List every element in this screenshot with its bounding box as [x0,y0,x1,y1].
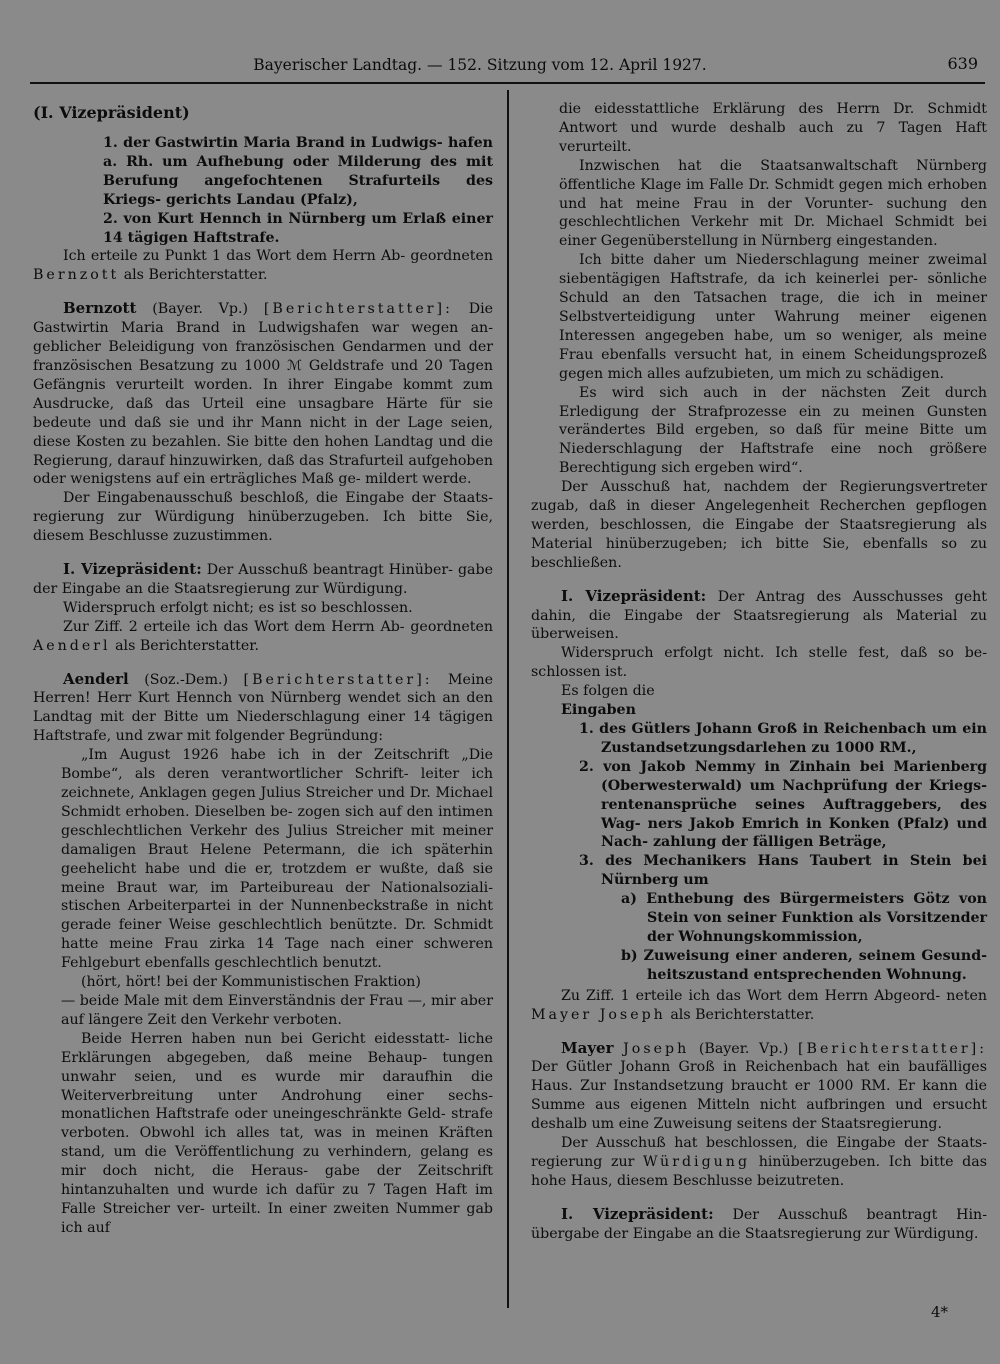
petition-3a: a) Enthebung des Bürgermeisters Götz von Stein von seiner Funktion als Vorsitzender der Wohnungskommission, [621,891,987,945]
vp-statement-1 [33,560,493,599]
petition-1: 1. des Gütlers Johann Groß in Reichenbach um ein Zustandsetzungsdarlehen zu 1000 RM., [579,721,987,756]
speaker-name: I. Vizepräsident: [561,586,707,605]
assign-end: als Berichterstatter. [115,637,259,654]
speaker-name: Aenderl [63,669,129,688]
quote-paragraph-5: Inzwischen hat die Staatsanwaltschaft Nürnberg öffentliche Klage im Falle Dr. Schmidt gegen mich erhoben und hat meine Frau in der Vorunter- suchung den geschlechtlichen Verkehr mit Dr. Michael Schmidt bei einer Gegenüberstellung in Nürnberg eingestanden. [559,157,987,250]
vp-statement-1c [33,618,493,656]
petition-3: 3. des Mechanikers Hans Taubert in Stein bei Nürnberg um [579,853,987,889]
interjection: (hört, hört! bei der Kommunistischen Fraktion) [81,974,421,991]
signature-mark: 4* [930,1303,948,1321]
assign-text: Zur Ziff. 2 erteile ich das Wort dem Herrn Ab- geordneten [63,618,493,635]
speaker-first-name: Joseph [623,1040,690,1057]
emphasis-word: Würdigung [643,1153,751,1170]
running-title: Bayerischer Landtag. — 152. Sitzung vom 12. April 1927. [253,56,707,74]
eingaben-heading: Eingaben [561,702,636,719]
reporter-name: Bernzott [33,267,120,284]
speech-mayer [531,1039,987,1135]
speech-text: Meine Herren! Herr Kurt Hennch von Nürnberg wendet sich an den Landtag mit der Bitte um Niederschlagung einer 14 tägigen Haftstrafe, und zwar mit folgender Begründung: [33,671,494,745]
page-number: 639 [947,54,978,73]
column-rule [507,90,509,1308]
speaker-name: Mayer [561,1038,614,1057]
quote-paragraph-1: „Im August 1926 habe ich in der Zeitschrift „Die Bombe“, als deren verantwortlicher Schrift- leiter ich zeichnete, Anklagen gegen Julius Streicher und Dr. Michael Schmidt erhoben. Dieselben be- zogen sich auf den intimen geschlechtlichen Verkehr des Julius Streicher mit meiner damaligen Braut Helene Petermann, die ich späterhin geehelicht habe und die er, trotzdem er wußte, daß sie meine Braut war, im Parteibureau der Nationalsoziali- stischen Arbeiterpartei in der Nunnenbeckstraße in nicht gerade feiner Weise geschlechtlich benützte. Dr. Schmidt hatte meine Frau zirka 14 Tage nach einer schweren Fehlgeburt ebenfalls geschlechtlich benutzt. [61,747,493,972]
speech-aenderl [33,670,493,747]
section-heading: (I. Vizepräsident) [33,103,190,122]
reporter-name: Mayer Joseph [531,1006,666,1023]
speaker-name: I. Vizepräsident: [561,1204,714,1223]
header-rule [30,82,985,84]
vp-statement-1b: Widerspruch erfolgt nicht; es ist so beschlossen. [63,599,413,616]
vp-statement-3 [531,1205,987,1244]
speech-text: Der Gütler Johann Groß in Reichenbach hat ein baufälliges Haus. Zur Instandsetzung braucht er 1000 RM. Er kann die Summe aus eigenen Mitteln nicht aufbringen und ersucht deshalb um eine Zuweisung seitens der Staatsregierung. [531,1059,987,1133]
quote-paragraph-6: Ich bitte daher um Niederschlagung meiner zweimal siebentägigen Haftstrafe, da ich keinerlei per- sönliche Schuld an den Tatsachen trage, die ich in meiner Selbstverteidigung unter Wahrung meiner eigenen Interessen angegeben habe, um so weniger, als meine Frau ebenfalls versucht hat, in einem Scheidungsprozeß gegen mich alles aufzubieten, um mich zu schädigen. [559,252,987,382]
reporter-name: Aenderl [33,637,111,654]
speaker-role: [Berichterstatter]: [798,1040,987,1057]
petition-2: 2. von Jakob Nemmy in Zinhain bei Marienberg (Oberwesterwald) um Nachprüfung der Kriegs- rentenansprüche seines Auftraggebers, des Wag- ners Jakob Emrich in Konken (Pfalz) und Nach- zahlung der fälligen Beträge, [579,758,987,851]
quote-paragraph-7: Es wird sich auch in der nächsten Zeit durch Erledigung der Strafprozesse ein zu meinen Gunsten verändertes Bild ergeben, so daß für meine Bitte um Niederschlagung der Haftstrafe eine noch größere Berechtigung sich ergeben wird“. [559,384,987,477]
speaker-role: [Berichterstatter]: [243,671,433,688]
motion-2: 2. von Kurt Hennch in Nürnberg um Erlaß einer 14 tägigen Haftstrafe. [103,210,493,246]
speech-bernzott [33,299,493,489]
statement-text: Der Ausschuß beantragt Hinüber- gabe der Eingabe an die Staatsregierung zur Würdigung. [33,562,493,597]
paragraph-assign-1 [33,247,493,285]
speech-bernzott-2: Der Eingabenausschuß beschloß, die Eingabe der Staats- regierung zur Würdigung hinüberzugeben. Ich bitte Sie, diesem Beschlusse zuzustimmen. [33,490,493,545]
speaker-role: [Berichterstatter]: [263,301,453,318]
right-column [531,102,987,1244]
speaker-name: I. Vizepräsident: [63,560,202,579]
statement-text: Der Ausschuß beantragt Hin- übergabe der Eingabe an die Staatsregierung zur Würdigung. [531,1206,987,1242]
vp-statement-2c: Es folgen die [561,683,655,700]
speech-text: Der Ausschuß hat beschlossen, die Eingabe der Staats- regierung zur [531,1135,987,1170]
motion-1: 1. der Gastwirtin Maria Brand in Ludwigs- hafen a. Rh. um Aufhebung oder Milderung des mit Berufung angefochtenen Strafurteils des Kriegs- gerichts Landau (Pfalz), [103,135,493,208]
statement-text: Der Antrag des Ausschusses geht dahin, die Eingabe der Staatsregierung als Material zu überweisen. [531,588,987,643]
speech-mayer-2 [531,1134,987,1191]
speaker-name: Bernzott [63,299,137,318]
speech-text: Die Gastwirtin Maria Brand in Ludwigshafen war wegen an- geblicher Beleidigung von französischen Gendarmen und der französischen Besatzung zu 1000 ℳ Geldstrafe und 20 Tagen Gefängnis verurteilt worden. In ihrer Eingabe kommt zum Ausdrucke, daß das Urteil eine unsagbare Härte für sie bedeute und daß sie und ihr Mann nicht in der Lage seien, diese Kosten zu bezahlen. Sie bitte den hohen Landtag und die Regierung, darauf hinzuwirken, daß das Strafurteil aufgehoben oder wenigstens auf ein erträgliches Maß ge- mildert werde. [33,301,494,488]
quote-paragraph-3: Beide Herren haben nun bei Gericht eidesstatt- liche Erklärungen abgegeben, daß meine Behaup- tungen unwahr seien, und es wurde mir daraufhin die Weiterverbreitung unter Androhung einer sechs- monatlichen Haftstrafe oder uneingeschränkte Geld- strafe verboten. Obwohl ich alles tat, was in meinen Kräften stand, um die Veröffentlichung zu verhindern, gelang es mir doch nicht, die Heraus- gabe der Zeitschrift hintanzuhalten und wurde ich dafür zu 7 Tagen Haft im Falle Streicher ver- urteilt. In einer zweiten Nummer gab ich auf [61,1030,493,1236]
assign-end: als Berichterstatter. [123,267,268,284]
assign-text: Zu Ziff. 1 erteile ich das Wort dem Herrn Abgeord- neten [561,987,987,1004]
committee-paragraph: Der Ausschuß hat, nachdem der Regierungsvertreter zugab, daß in dieser Angelegenheit Recherchen gepflogen werden, beschlossen, die Eingabe der Staatsregierung als Material hinüberzugeben; ich bitte Sie, ebenfalls so zu beschließen. [531,479,987,571]
speech-text-end: hinüberzugeben. Ich bitte das hohe Haus, diesem Beschlusse beizutreten. [531,1153,987,1189]
speaker-party: (Bayer. Vp.) [152,301,249,318]
petition-3b: b) Zuweisung einer anderen, seinem Gesund- heitszustand entsprechenden Wohnung. [621,947,987,983]
vp-statement-2b: Widerspruch erfolgt nicht. Ich stelle fest, daß so be- schlossen ist. [531,645,987,681]
speaker-party: (Bayer. Vp.) [698,1040,789,1057]
vp-statement-2 [531,587,987,645]
quote-paragraph-4: die eidesstattliche Erklärung des Herrn Dr. Schmidt Antwort und wurde deshalb auch zu 7 Tagen Haft verurteilt. [559,101,987,155]
assign-paragraph-3 [531,987,987,1025]
page-header [30,50,990,80]
left-column [33,102,493,1238]
assign-end: als Berichterstatter. [670,1006,815,1023]
quote-paragraph-2: — beide Male mit dem Einverständnis der Frau —, mir aber auf längere Zeit den Verkehr verboten. [61,992,493,1028]
assign-text: Ich erteile zu Punkt 1 das Wort dem Herrn Ab- geordneten [63,248,493,265]
speaker-party: (Soz.-Dem.) [144,671,229,688]
